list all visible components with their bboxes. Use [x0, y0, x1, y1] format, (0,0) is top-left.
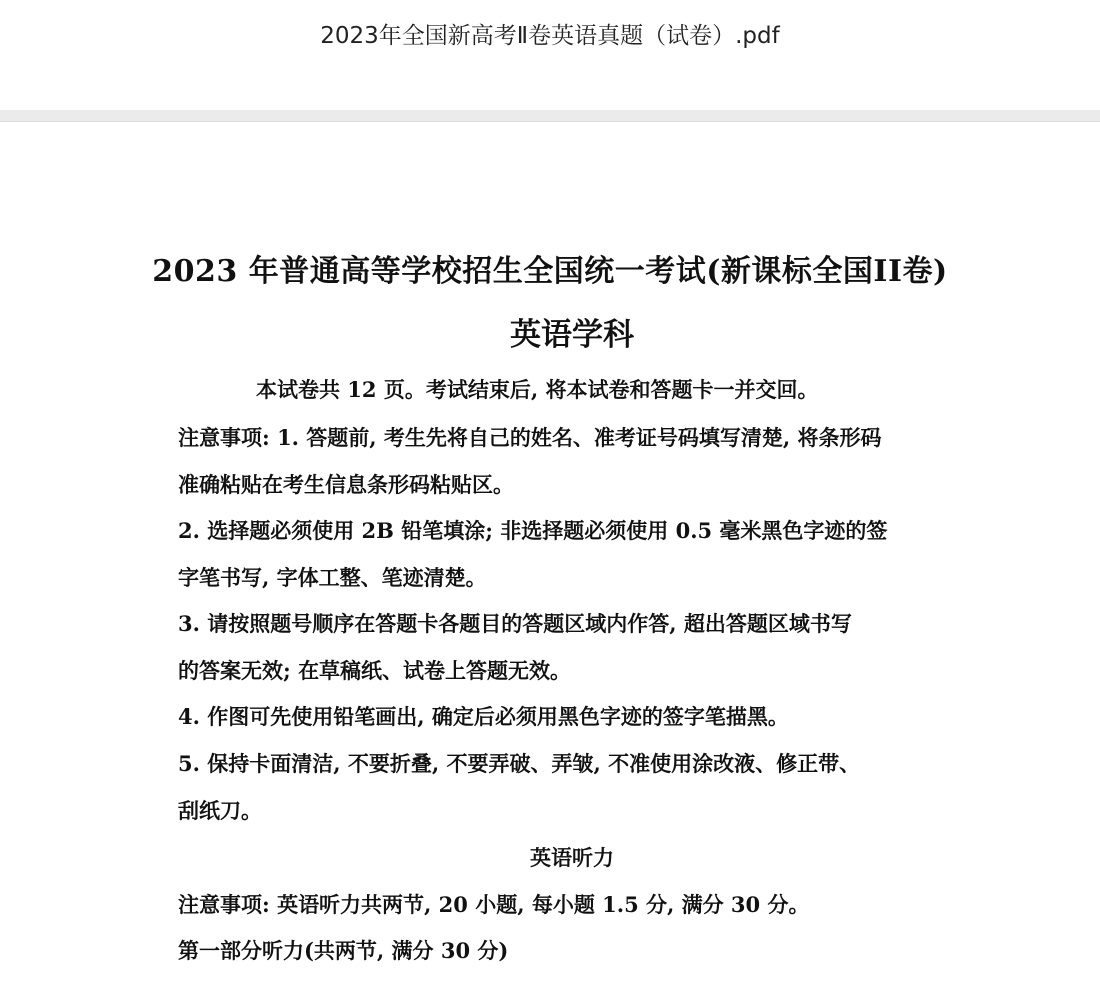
title-bar — [0, 0, 1100, 110]
exam-subject: 英语学科 — [510, 317, 634, 353]
notes-line: 4. 作图可先使用铅笔画出, 确定后必须用黑色字迹的签字笔描黑。 — [178, 704, 789, 729]
listening-heading: 英语听力 — [530, 845, 614, 870]
notes-line: 3. 请按照题号顺序在答题卡各题目的答题区域内作答, 超出答题区域书写 — [178, 611, 852, 636]
notes-line: 刮纸刀。 — [178, 798, 262, 823]
notes-line: 准确粘贴在考生信息条形码粘贴区。 — [178, 472, 514, 497]
toolbar-separator — [0, 110, 1100, 122]
exam-intro: 本试卷共 12 页。考试结束后, 将本试卷和答题卡一并交回。 — [256, 377, 819, 402]
notes-line: 2. 选择题必须使用 2B 铅笔填涂; 非选择题必须使用 0.5 毫米黑色字迹的签 — [178, 518, 888, 543]
notes-line: 的答案无效; 在草稿纸、试卷上答题无效。 — [178, 658, 572, 683]
notes-line: 5. 保持卡面清洁, 不要折叠, 不要弄破、弄皱, 不准使用涂改液、修正带、 — [178, 751, 861, 776]
exam-title: 2023 年普通高等学校招生全国统一考试(新课标全国II卷) — [152, 254, 948, 289]
notes-line: 注意事项: 1. 答题前, 考生先将自己的姓名、准考证号码填写清楚, 将条形码 — [178, 425, 882, 450]
part-one-heading: 第一部分听力(共两节, 满分 30 分) — [178, 938, 509, 963]
pdf-page — [0, 122, 1100, 990]
notes-line: 字笔书写, 字体工整、笔迹清楚。 — [178, 565, 487, 590]
listening-note: 注意事项: 英语听力共两节, 20 小题, 每小题 1.5 分, 满分 30 分。 — [178, 892, 810, 917]
document-filename: 2023年全国新高考Ⅱ卷英语真题（试卷）.pdf — [320, 23, 780, 49]
